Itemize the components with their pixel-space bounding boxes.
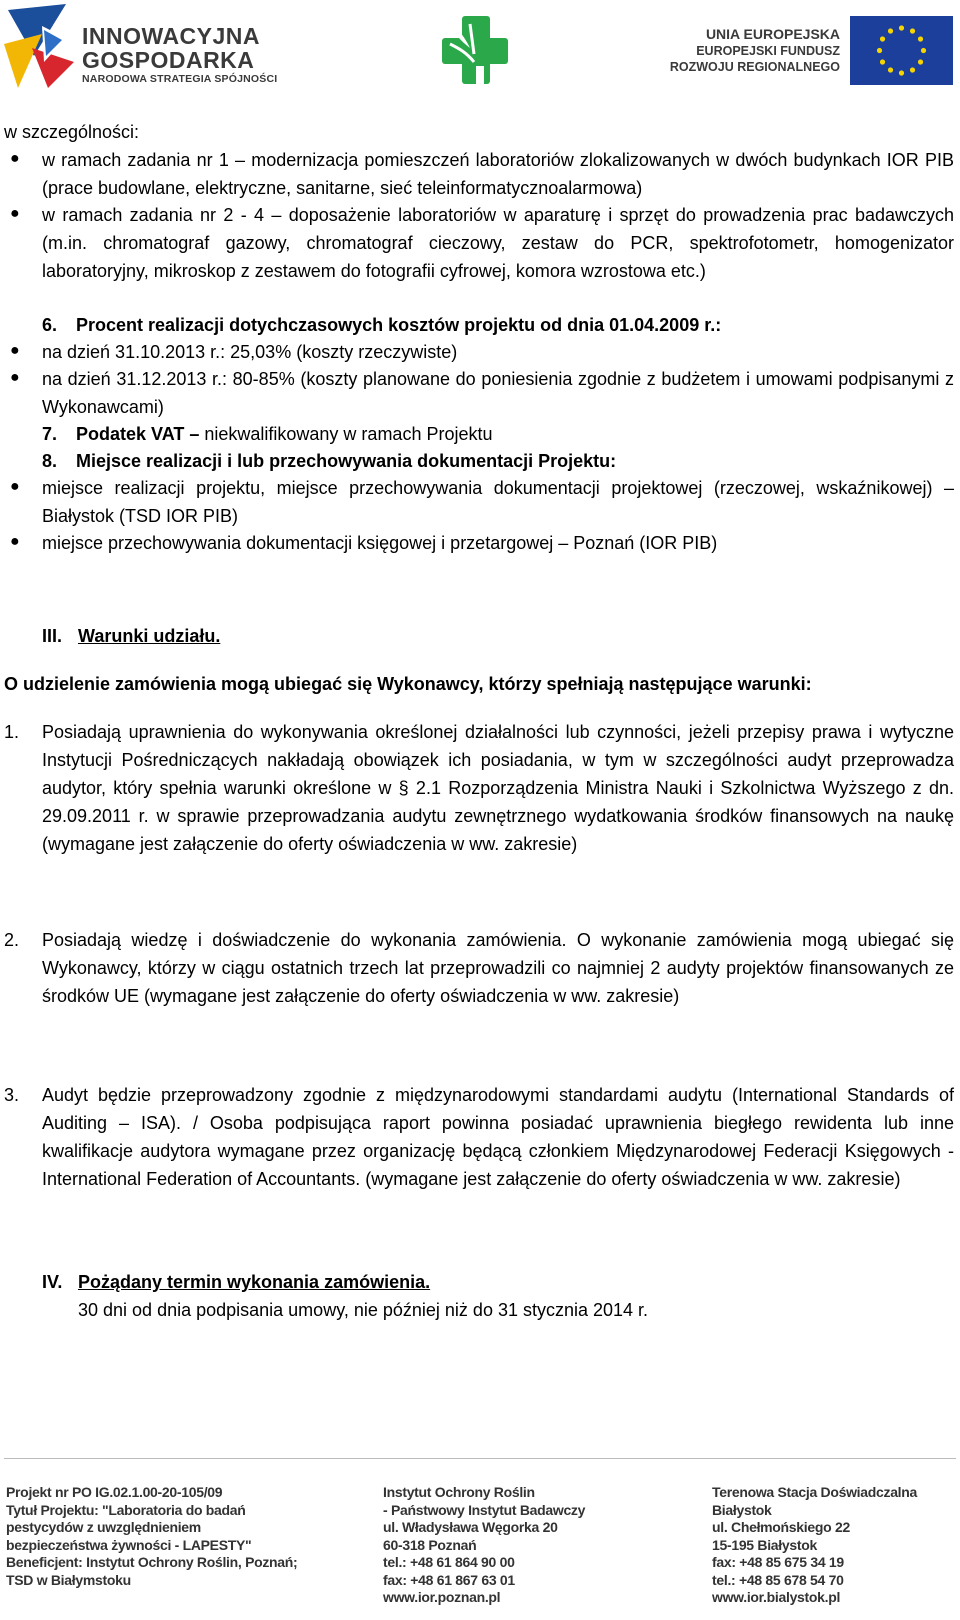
footer-line: fax: +48 85 675 34 19 xyxy=(712,1554,844,1570)
footer-line: fax: +48 61 867 63 01 xyxy=(383,1571,515,1588)
footer-line: TSD w Białymstoku xyxy=(6,1571,131,1588)
list-item: miejsce realizacji projektu, miejsce przechowywania dokumentacji projektowej (rzeczowej, wskaźnikowej) – Białystok (TSD IOR PIB) xyxy=(42,478,954,526)
page-header xyxy=(0,0,960,110)
section-4-title: Pożądany termin wykonania zamówienia. xyxy=(78,1272,431,1292)
footer-line: - Państwowy Instytut Badawczy xyxy=(383,1501,586,1518)
footer-line: 15-195 Białystok xyxy=(712,1536,817,1553)
list-item: miejsce przechowywania dokumentacji księgowej i przetargowej – Poznań (IOR PIB) xyxy=(42,533,718,553)
ig-logo-line2: GOSPODARKA xyxy=(82,47,255,73)
ig-logo-line1: INNOWACYJNA xyxy=(82,23,261,49)
ior-pib-logo-icon xyxy=(440,14,510,86)
footer-line: ul. Władysława Węgorka 20 xyxy=(383,1519,558,1535)
item-6-heading: Procent realizacji dotychczasowych kosztów projektu od dnia 01.04.2009 r.: xyxy=(76,315,722,335)
innowacyjna-gospodarka-logo xyxy=(4,4,304,90)
condition-3-number: 3. xyxy=(4,1085,20,1105)
section-3-title: Warunki udziału. xyxy=(78,626,221,646)
footer-line: Instytut Ochrony Roślin xyxy=(383,1484,535,1500)
bullet-icon: ● xyxy=(10,342,20,359)
ig-star-icon xyxy=(4,4,80,90)
footer-line: tel.: +48 61 864 90 00 xyxy=(383,1554,515,1570)
list-item: w ramach zadania nr 1 – modernizacja pomieszczeń laboratoriów zlokalizowanych w dwóch budynkach IOR PIB (prace budowlane, elektryczne, sanitarne, sieć teleinformatycznoalarmowa) xyxy=(42,150,954,198)
ue-logo-line1: UNIA EUROPEJSKA xyxy=(705,26,840,42)
footer-line: 60-318 Poznań xyxy=(383,1536,477,1553)
ue-logo-line3: ROZWOJU REGIONALNEGO xyxy=(669,60,840,74)
ue-logo-line2: EUROPEJSKI FUNDUSZ xyxy=(696,44,840,58)
footer-project-info xyxy=(6,1484,297,1589)
section-4-text: 30 dni od dnia podpisania umowy, nie później niż do 31 stycznia 2014 r. xyxy=(78,1300,649,1320)
condition-3-text: Audyt będzie przeprowadzony zgodnie z międzynarodowymi standardami audytu (International Standards of Auditing – ISA). / Osoba podpisująca raport powinna posiadać uprawnienia biegłego rewidenta lub inne kwalifikacje audytora wymagane przez organizację będącą członkiem Międzynarodowej Federacji Księgowych - International Federation of Accountants. (wymagane jest załączenie do oferty oświadczenia w ww. zakresie) xyxy=(42,1085,954,1189)
item-7-text xyxy=(76,420,493,448)
list-item: na dzień 31.10.2013 r.: 25,03% (koszty rzeczywiste) xyxy=(42,342,458,362)
bullet-icon: ● xyxy=(10,205,20,222)
bullet-icon: ● xyxy=(10,369,20,386)
footer-divider xyxy=(4,1458,956,1459)
bullet-icon: ● xyxy=(10,533,20,550)
eu-flag-icon xyxy=(850,16,953,85)
footer-line: Projekt nr PO IG.02.1.00-20-105/09 xyxy=(6,1484,223,1500)
item-7-rest: niekwalifikowany w ramach Projektu xyxy=(199,424,493,444)
condition-1-number: 1. xyxy=(4,722,20,742)
bullet-icon: ● xyxy=(10,150,20,167)
footer-line: bezpieczeństwa żywności - LAPESTY" xyxy=(6,1536,252,1553)
item-7-bold: Podatek VAT – xyxy=(76,424,200,444)
item-8-heading: Miejsce realizacji i lub przechowywania dokumentacji Projektu: xyxy=(76,451,617,471)
intro-text: w szczególności: xyxy=(4,122,140,142)
footer-line: Tytuł Projektu: "Laboratoria do badań xyxy=(6,1501,246,1518)
footer-line: ul. Chełmońskiego 22 xyxy=(712,1519,850,1535)
section-4-number: IV. xyxy=(42,1272,63,1292)
item-7-number: 7. xyxy=(42,424,58,444)
footer-link[interactable]: www.ior.poznan.pl xyxy=(383,1589,501,1605)
list-item: na dzień 31.12.2013 r.: 80-85% (koszty planowane do poniesienia zgodnie z budżetem i umowami podpisanymi z Wykonawcami) xyxy=(42,369,954,417)
footer-tsd-address xyxy=(712,1484,917,1607)
footer-line: pestycydów z uwzględnieniem xyxy=(6,1519,201,1535)
ig-logo-line3: NARODOWA STRATEGIA SPÓJNOŚCI xyxy=(82,73,278,85)
footer-ior-address xyxy=(383,1484,585,1607)
section-3-number: III. xyxy=(42,626,63,646)
footer-line: Terenowa Stacja Doświadczalna xyxy=(712,1484,918,1500)
footer-line: Beneficjent: Instytut Ochrony Roślin, Poznań; xyxy=(6,1554,298,1570)
item-8-number: 8. xyxy=(42,451,58,471)
conditions-lead: O udzielenie zamówienia mogą ubiegać się Wykonawcy, którzy spełniają następujące warunki: xyxy=(4,674,812,694)
footer-link[interactable]: www.ior.bialystok.pl xyxy=(712,1589,841,1605)
ue-logo-text xyxy=(660,26,840,75)
condition-2-text: Posiadają wiedzę i doświadczenie do wykonania zamówienia. O wykonanie zamówienia mogą ubiegać się Wykonawcy, którzy w ciągu ostatnich trzech lat przeprowadzili co najmniej 2 audyty projektów finansowanych ze środków UE (wymagane jest załączenie do oferty oświadczenia w ww. zakresie) xyxy=(42,930,954,1006)
item-6-number: 6. xyxy=(42,315,58,335)
bullet-icon: ● xyxy=(10,478,20,495)
footer-line: tel.: +48 85 678 54 70 xyxy=(712,1571,844,1588)
list-item: w ramach zadania nr 2 - 4 – doposażenie laboratoriów w aparaturę i sprzęt do prowadzenia prac badawczych (m.in. chromatograf gazowy, chromatograf cieczowy, zestaw do PCR, spektrofotometr, homogenizator laboratoryjny, mikroskop z zestawem do fotografii cyfrowej, komora wzrostowa etc.) xyxy=(42,205,954,281)
footer-line: Białystok xyxy=(712,1501,772,1518)
condition-1-text: Posiadają uprawnienia do wykonywania określonej działalności lub czynności, jeżeli przepisy prawa i wytyczne Instytucji Pośredniczących nakładają obowiązek ich posiadania, w tym w szczególności audyt przeprowadza audytor, który spełnia warunki określone w § 2.1 Rozporządzenia Ministra Nauki i Szkolnictwa Wyższego z dn. 29.09.2011 r. w sprawie przeprowadzania audytu zewnętrznego wydatkowania środków finansowych na naukę (wymagane jest załączenie do oferty oświadczenia w ww. zakresie) xyxy=(42,722,954,854)
condition-2-number: 2. xyxy=(4,930,20,950)
